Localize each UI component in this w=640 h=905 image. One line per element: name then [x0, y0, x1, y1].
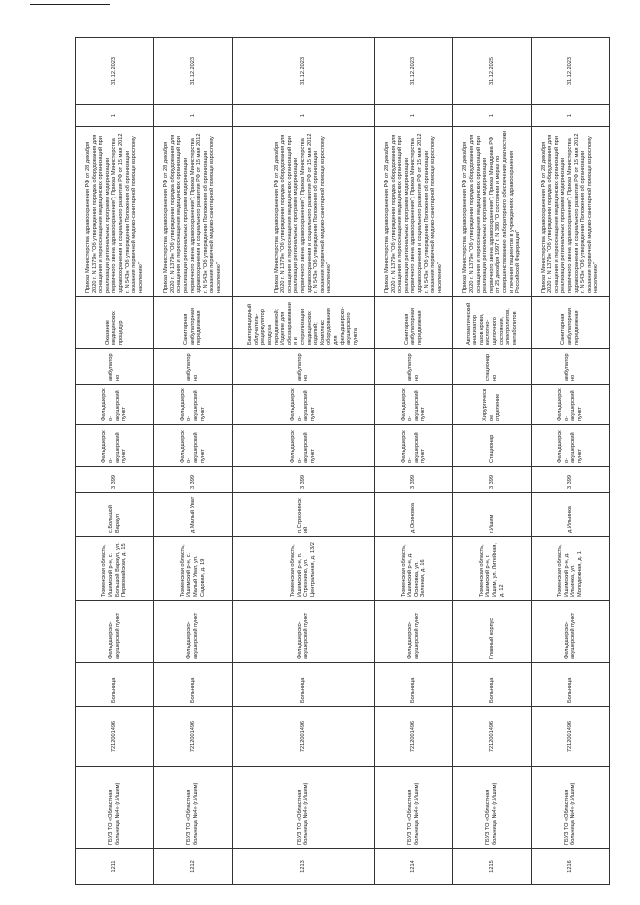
cell-regulatory-document: Приказ Министерства здравоохранения РФ от 28 декабря 2020 г. N 1379н "Об утверждении порядка оборудования для оснащения и переоснащения медицинских организаций при реализации региональных программ модернизации первичного звена здравоохранения"; Приказ Министерства здравоохранения и социального развития РФ от 15 мая 2012 г. N 543н "Об утверждении Положения об организации оказания первичной медико-санитарной помощи взрослому населению"	[154, 127, 232, 297]
cell-population: 3 399	[76, 467, 154, 493]
cell-inn: 7212001496	[375, 707, 453, 767]
cell-population: 3 399	[154, 467, 232, 493]
cell-care-condition: амбулаторно	[76, 349, 154, 385]
cell-settlement: д.Осиновка	[375, 493, 453, 537]
cell-unit-kind: Стационар	[453, 425, 531, 467]
cell-organization-type: Больница	[453, 663, 531, 707]
cell-care-condition: стационарно	[453, 349, 531, 385]
cell-regulatory-document: Приказ Министерства здравоохранения РФ от 28 декабря 2020 г. N 1379н "Об утверждении порядка оборудования для оснащения и переоснащения медицинских организаций при реализации региональных программ модернизации первичного звена здравоохранения"; Приказ Министерства здравоохранения и социального развития РФ от 15 мая 2012 г. N 543н "Об утверждении Положения об организации оказания первичной медико-санитарной помощи взрослому населению"	[76, 127, 154, 297]
cell-quantity: 1	[375, 105, 453, 127]
cell-regulatory-document: Приказ Министерства здравоохранения РФ от 28 декабря 2020 г. N 1379н "Об утверждении порядка оборудования для оснащения и переоснащения медицинских организаций при реализации региональных программ модернизации первичного звена здравоохранения"; Приказ Министерства здравоохранения и социального развития РФ от 15 мая 2012 г. N 543н "Об утверждении Положения об организации оказания первичной медико-санитарной помощи взрослому населению"	[232, 127, 374, 297]
cell-facility-object: Фельдшерско-акушерский пункт	[375, 601, 453, 663]
cell-address: Тюменская область, Ишимский р-н, п. Стрехнино, ул. Центральная, д. 13/2	[232, 537, 374, 601]
cell-deadline-date: 31.12.2025	[453, 38, 531, 105]
cell-unit-form: Хирургическое отделение	[453, 385, 531, 425]
cell-equipment-profile: Оказание медицинских процедур	[76, 297, 154, 349]
table-row	[375, 38, 453, 885]
equipment-table	[75, 37, 610, 885]
rotated-table-container	[75, 38, 610, 885]
cell-deadline-date: 31.12.2023	[232, 38, 374, 105]
cell-settlement: д.Малый Уват	[154, 493, 232, 537]
cell-quantity: 1	[232, 105, 374, 127]
cell-organization-type: Больница	[232, 663, 374, 707]
cell-organization-type: Больница	[375, 663, 453, 707]
cell-equipment-profile: Санитарная амбулаторная передвижная	[375, 297, 453, 349]
cell-organization-type: Больница	[531, 663, 609, 707]
cell-address: Тюменская область, Ишимский р-н, д. Ильинка, ул. Молодежная, д. 1	[531, 537, 609, 601]
cell-deadline-date: 31.12.2023	[531, 38, 609, 105]
cell-population: 3 399	[453, 467, 531, 493]
cell-care-condition: амбулаторно	[154, 349, 232, 385]
cell-organization-name: ГБУЗ ТО «Областная больница №4» (г.Ишим)	[453, 767, 531, 849]
cell-care-condition: амбулаторно	[375, 349, 453, 385]
cell-inn: 7212001496	[531, 707, 609, 767]
table-body	[76, 38, 610, 885]
table-row	[232, 38, 374, 885]
cell-address: Тюменская область, Ишимский р-н, с. Малый Уват, ул. Садовая, д. 19	[154, 537, 232, 601]
cell-facility-object: Фельдшерско-акушерский пункт	[76, 601, 154, 663]
table-row	[76, 38, 154, 885]
cell-row-number: 1215	[453, 849, 531, 885]
cell-organization-type: Больница	[154, 663, 232, 707]
cell-organization-name: ГБУЗ ТО «Областная больница №4» (г.Ишим)	[232, 767, 374, 849]
cell-facility-object: Фельдшерско-акушерский пункт	[154, 601, 232, 663]
cell-unit-kind: Фельдшерско-акушерский пункт	[76, 425, 154, 467]
cell-settlement: п.Стрехнинский	[232, 493, 374, 537]
cell-unit-form: Фельдшерско-акушерский пункт	[76, 385, 154, 425]
cell-facility-object: Фельдшерско-акушерский пункт	[531, 601, 609, 663]
cell-inn: 7212001496	[76, 707, 154, 767]
cell-deadline-date: 31.12.2023	[76, 38, 154, 105]
cell-row-number: 1214	[375, 849, 453, 885]
cell-unit-form: Фельдшерско-акушерский пункт	[232, 385, 374, 425]
cell-organization-name: ГБУЗ ТО «Областная больница №4» (г.Ишим)	[375, 767, 453, 849]
cell-quantity: 1	[531, 105, 609, 127]
page-top-rule	[30, 4, 110, 5]
cell-row-number: 1212	[154, 849, 232, 885]
cell-quantity: 1	[76, 105, 154, 127]
cell-population: 3 399	[232, 467, 374, 493]
cell-settlement: д.Ильинка	[531, 493, 609, 537]
cell-settlement: г.Ишим	[453, 493, 531, 537]
cell-quantity: 1	[154, 105, 232, 127]
cell-row-number: 1216	[531, 849, 609, 885]
cell-inn: 7212001496	[154, 707, 232, 767]
cell-unit-kind: Фельдшерско-акушерский пункт	[154, 425, 232, 467]
table-row	[531, 38, 609, 885]
cell-address: Тюменская область, Ишимский р-н, с. Большой Вараул, ул. Первомайская, д. 15	[76, 537, 154, 601]
cell-regulatory-document: Приказ Министерства здравоохранения РФ от 28 декабря 2020 г. N 1379н "Об утверждении порядка оборудования для оснащения и переоснащения медицинских организаций при реализации региональных программ модернизации первичного звена здравоохранения"; Приказ Министерства здравоохранения и социального развития РФ от 15 мая 2012 г. N 543н "Об утверждении Положения об организации оказания первичной медико-санитарной помощи взрослому населению"	[531, 127, 609, 297]
cell-care-condition: амбулаторно	[531, 349, 609, 385]
cell-address: Тюменская область, Ишимский р-н, д. Осиновка, ул. Зеленая, д. 16	[375, 537, 453, 601]
cell-equipment-profile: Санитарная амбулаторная передвижная	[531, 297, 609, 349]
cell-row-number: 1211	[76, 849, 154, 885]
cell-unit-form: Фельдшерско-акушерский пункт	[531, 385, 609, 425]
cell-deadline-date: 31.12.2023	[154, 38, 232, 105]
cell-equipment-profile: Санитарная амбулаторная передвижная	[154, 297, 232, 349]
cell-equipment-profile: Автоматический анализатор газов крови, кислотно-щелочного состояния, электролитов, метаболитов	[453, 297, 531, 349]
cell-unit-kind: Фельдшерско-акушерский пункт	[531, 425, 609, 467]
cell-care-condition: амбулаторно	[232, 349, 374, 385]
cell-settlement: с.Большой Вараул	[76, 493, 154, 537]
cell-regulatory-document: Приказ Министерства здравоохранения РФ от 28 декабря 2020 г. N 1379н "Об утверждении порядка оборудования для оснащения и переоснащения медицинских организаций при реализации региональных программ модернизации первичного звена здравоохранения"; Приказ Министерства здравоохранения и социального развития РФ от 15 мая 2012 г. N 543н "Об утверждении Положения об организации оказания первичной медико-санитарной помощи взрослому населению"	[375, 127, 453, 297]
cell-unit-kind: Фельдшерско-акушерский пункт	[375, 425, 453, 467]
cell-unit-form: Фельдшерско-акушерский пункт	[154, 385, 232, 425]
cell-inn: 7212001496	[453, 707, 531, 767]
cell-address: Тюменская область, Ишимский р-н, г. Ишим, ул. Литейная, д. 12	[453, 537, 531, 601]
table-row	[154, 38, 232, 885]
cell-population: 3 399	[531, 467, 609, 493]
cell-organization-name: ГБУЗ ТО «Областная больница №4» (г.Ишим)	[154, 767, 232, 849]
cell-unit-kind: Фельдшерско-акушерский пункт	[232, 425, 374, 467]
cell-quantity: 1	[453, 105, 531, 127]
cell-facility-object: Фельдшерско-акушерский пункт	[232, 601, 374, 663]
cell-row-number: 1213	[232, 849, 374, 885]
cell-organization-type: Больница	[76, 663, 154, 707]
cell-organization-name: ГБУЗ ТО «Областная больница №4» (г.Ишим)	[531, 767, 609, 849]
table-row	[453, 38, 531, 885]
cell-inn: 7212001496	[232, 707, 374, 767]
cell-population: 3 399	[375, 467, 453, 493]
cell-facility-object: Главный корпус	[453, 601, 531, 663]
cell-equipment-profile: Бактерицидный облучатель-рециркулятор воздуха передвижной; Изделие для обеззараживания и стерилизации медицинских изделий; Комплекс оборудования для фельдшерско-акушерского пункта	[232, 297, 374, 349]
cell-unit-form: Фельдшерско-акушерский пункт	[375, 385, 453, 425]
cell-deadline-date: 31.12.2023	[375, 38, 453, 105]
cell-regulatory-document: Приказ Министерства здравоохранения РФ от 28 декабря 2020 г. N 1379н "Об утверждении порядка оборудования для оснащения и переоснащения медицинских организаций при реализации региональных программ модернизации первичного звена здравоохранения"; Приказ Минздрава РФ от 25 декабря 1997 г. N 380 "О состоянии и мерах по совершенствованию лабораторного обеспечения диагностики и лечения пациентов в учреждениях здравоохранения Российской Федерации"	[453, 127, 531, 297]
cell-organization-name: ГБУЗ ТО «Областная больница №4» (г.Ишим)	[76, 767, 154, 849]
